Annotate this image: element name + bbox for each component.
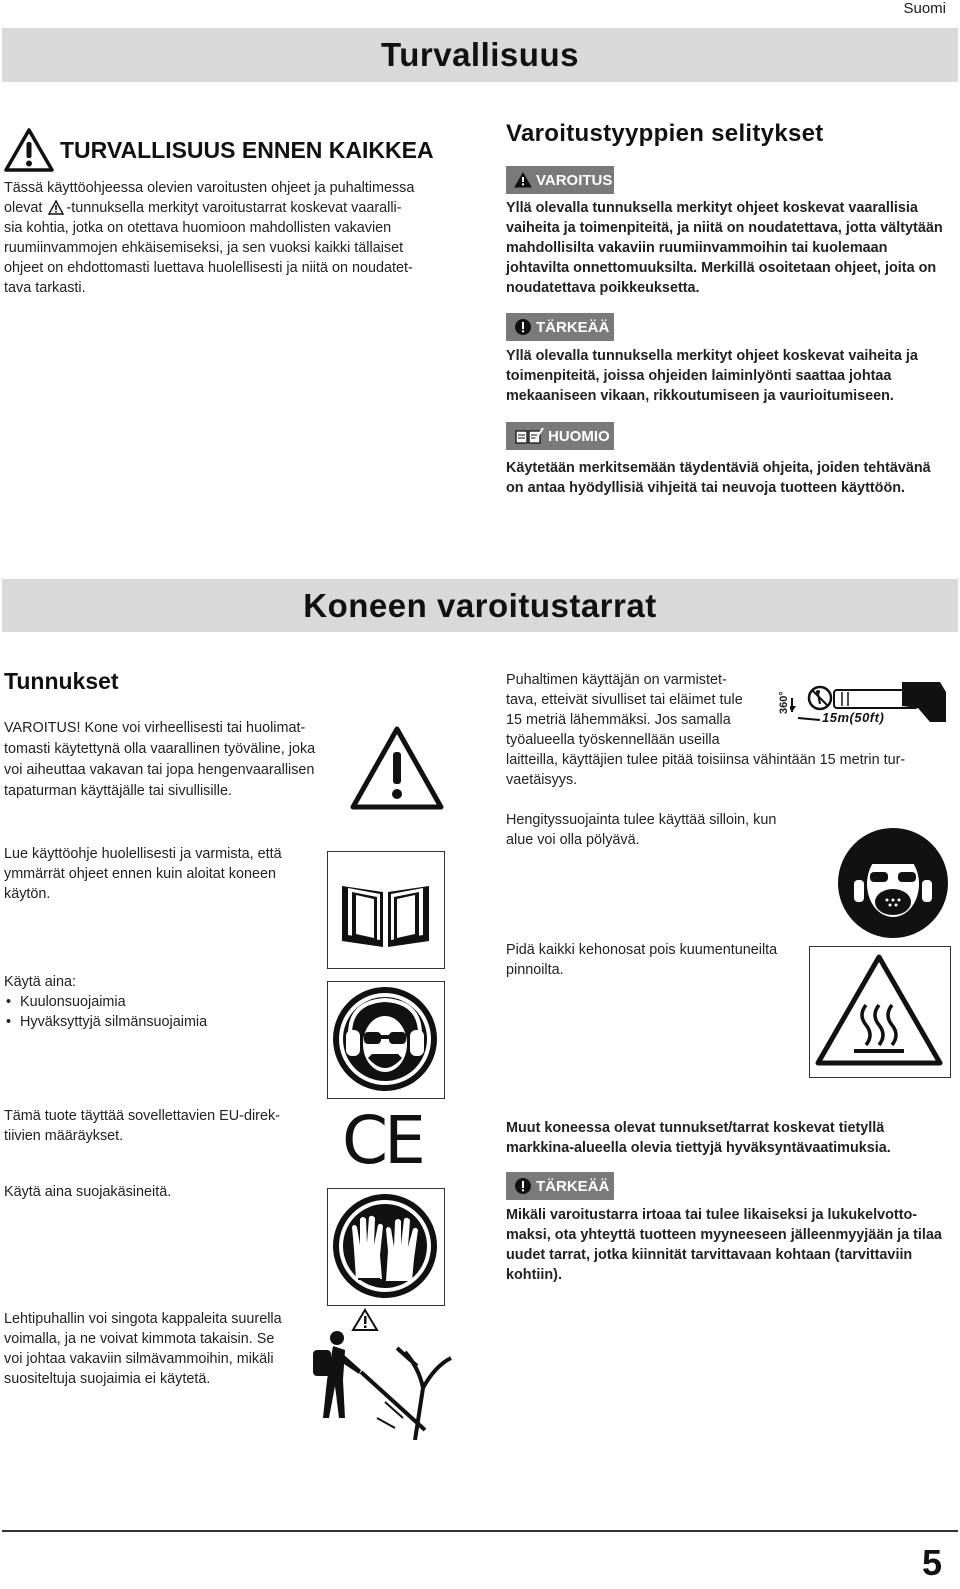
- safety-first-heading: TURVALLISUUS ENNEN KAIKKEA: [60, 136, 434, 163]
- warning-triangle-icon: [4, 128, 54, 172]
- title-band: [2, 28, 958, 82]
- important-tag-2: [506, 1172, 614, 1200]
- page-title: Turvallisuus: [381, 36, 579, 73]
- list-item: • Kuulonsuojaimia: [4, 992, 304, 1012]
- safety-line-2: olevat -tunnuksella merkityt varoitustarrat koskevat vaaralli-: [4, 200, 402, 216]
- hot-surface-frame: [809, 946, 951, 1078]
- list-item: • Hyväksyttyjä silmänsuojaimia: [4, 1012, 304, 1032]
- important-2-text: Mikäli varoitustarra irtoaa tai tulee likaiseksi ja lukukelvottomaksi, ota yhteyttä tuotteen myyneeseen jälleenmyyjään ja tilaa uudet tarrat, jotka kiinnität tarvittavaan kohtaan (tarvittaviin kohtiin).: [506, 1207, 942, 1283]
- labels-title: Koneen varoitustarrat: [303, 586, 657, 624]
- eu-text: Tämä tuote täyttää sovellettavien EU-direktiivien määräykset.: [4, 1108, 280, 1144]
- gloves-frame: [327, 1188, 445, 1306]
- symbols-warning-text: VAROITUS! Kone voi virheellisesti tai huolimattomasti käytettynä olla vaarallinen työväline, joka voi aiheuttaa vakavan tai jopa hengenvaarallisen tapaturman käyttäjälle tai sivullisille.: [4, 720, 316, 799]
- safety-line-6: tava tarkasti.: [4, 280, 86, 296]
- open-book-icon: [328, 852, 443, 967]
- distance-text: Puhaltimen käyttäjän on varmistet- tava, etteivät sivulliset tai eläimet tule 15 metriä lähemmäksi. Jos samalla työalueella työskennellään useilla: [506, 672, 743, 748]
- important-text: Yllä olevalla tunnuksella merkityt ohjeet koskevat vaiheita ja toimenpiteitä, joissa ohjeiden laiminlyönti saattaa johtaa mekaaniseen vikaan, rikkoutumiseen ja vaurioitumiseen.: [506, 348, 918, 404]
- gloves-icon: [328, 1189, 443, 1304]
- always-use-label: Käytä aina:: [4, 974, 77, 990]
- ear-eye-protection-icon: [328, 982, 443, 1097]
- inline-warning-icon: [48, 200, 64, 215]
- read-manual-frame: [327, 851, 445, 969]
- labels-band: [2, 579, 958, 632]
- ce-mark: CE: [342, 1102, 422, 1179]
- warning-triangle-icon: [514, 172, 532, 188]
- exclamation-circle-icon: [514, 318, 532, 336]
- important-tag-label: TÄRKEÄÄ: [536, 318, 610, 336]
- language-label: Suomi: [903, 0, 946, 17]
- angle-label: 360°: [778, 691, 790, 714]
- flying-debris-icon: [305, 1308, 455, 1440]
- safety-line-5: ohjeet on ehdottomasti luettava huolellisesti ja niitä on noudatet-: [4, 260, 413, 276]
- warning-text: Yllä olevalla tunnuksella merkityt ohjeet koskevat vaarallisia vaiheita ja toimenpiteitä, ja niitä on noudatettava, jotta vältytään mahdollisilta vakaviin ruumiinvammoihin tai kuolemaan johtavilta onnettomuuksilta. Merkillä osoitetaan ohjeet, joita on noudatettava poikkeuksetta.: [506, 200, 943, 296]
- note-tag-label: HUOMIO: [548, 427, 610, 445]
- hot-surface-text: Pidä kaikki kehonosat pois kuumentuneilta pinnoilta.: [506, 942, 778, 978]
- respirator-text: Hengityssuojainta tulee käyttää silloin, kun alue voi olla pölyävä.: [506, 812, 777, 848]
- page-number: 5: [921, 1542, 942, 1583]
- note-tag: [506, 422, 614, 450]
- exclamation-circle-icon: [514, 1177, 532, 1195]
- symbols-heading: Tunnukset: [4, 668, 119, 694]
- warning-tag-label: VAROITUS: [536, 171, 613, 189]
- respirator-icon: [836, 826, 950, 940]
- safety-first-text: [4, 178, 474, 298]
- hot-surface-icon: [810, 947, 949, 1076]
- ear-eye-protection-frame: [327, 981, 445, 1099]
- distance-text-cont: laitteilla, käyttäjien tulee pitää toisiinsa vähintään 15 metrin turvaetäisyys.: [506, 752, 906, 788]
- gloves-text: Käytä aina suojakäsineitä.: [4, 1184, 172, 1200]
- safety-first-heading-row: [4, 128, 434, 172]
- market-text: Muut koneessa olevat tunnukset/tarrat koskevat tietyllä markkina-alueella olevia tiettyjä hyväksyntävaatimuksia.: [506, 1120, 891, 1156]
- safety-line-4: ruumiinvammojen ehkäisemiseksi, ja sen vuoksi kaikki tällaiset: [4, 240, 404, 256]
- manual-text: Lue käyttöohje huolellisesti ja varmista, että ymmärrät ohjeet ennen kuin aloitat koneen käytön.: [4, 846, 282, 902]
- always-use-block: [4, 972, 304, 1032]
- distance-graphic: [778, 672, 953, 734]
- important-tag: [506, 313, 614, 341]
- debris-text: Lehtipuhallin voi singota kappaleita suurella voimalla, ja ne voivat kimmota takaisin. Se voi johtaa vakaviin silmävammoihin, mikäli suositeltuja suojaimia ei käytetä.: [4, 1311, 282, 1387]
- warning-tag: [506, 166, 614, 194]
- safety-line-1: Tässä käyttöohjeessa olevien varoitusten ohjeet ja puhaltimessa: [4, 180, 415, 196]
- note-text: Käytetään merkitsemään täydentäviä ohjeita, joiden tehtävänä on antaa hyödyllisiä vihjeitä tai neuvoja tuotteen käyttöön.: [506, 460, 931, 496]
- safety-line-3: sia kohtia, jotka on otettava huomioon mahdollisten vakavien: [4, 220, 392, 236]
- large-warning-triangle-icon: [350, 726, 444, 810]
- footer-rule: [2, 1530, 958, 1532]
- warning-types-heading: Varoitustyyppien selitykset: [506, 120, 824, 147]
- important-tag-2-label: TÄRKEÄÄ: [536, 1177, 610, 1195]
- distance-label: 15m(50ft): [822, 710, 885, 725]
- book-note-icon: [514, 427, 544, 445]
